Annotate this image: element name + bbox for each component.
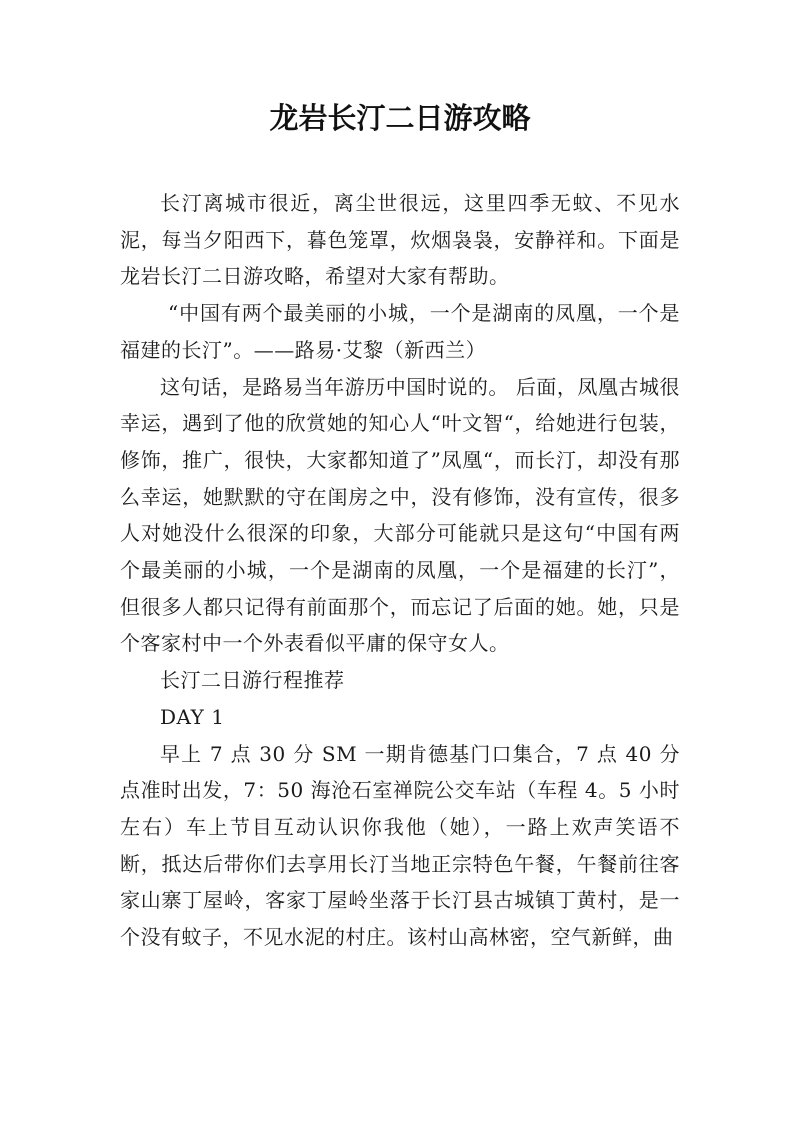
- day-one-heading: DAY 1: [160, 704, 225, 729]
- story-paragraph: 这句话，是路易当年游历中国时说的。 后面，凤凰古城很幸运，遇到了他的欣赏她的知心人“叶文智“，给她进行包装，修饰，推广，很快，大家都知道了”凤凰“，而长汀，却没有那么幸运，她默默的守在闺房之中，没有修饰，没有宣传，很多人对她没什么很深的印象，大部分可能就只是这句“中国有两个最美丽的小城，一个是湖南的凤凰，一个是福建的长汀”，但很多人都只记得有前面那个，而忘记了后面的她。她，只是个客家村中一个外表看似平庸的保守女人。: [120, 374, 680, 656]
- itinerary-heading: 长汀二日游行程推荐: [160, 668, 345, 693]
- quote-paragraph: “中国有两个最美丽的小城，一个是湖南的凤凰，一个是福建的长汀”。——路易·艾黎（新西兰）: [120, 301, 680, 362]
- document-body: [120, 185, 680, 956]
- intro-paragraph: 长汀离城市很近，离尘世很远，这里四季无蚊、不见水泥，每当夕阳西下，暮色笼罩，炊烟袅袅，安静祥和。下面是龙岩长汀二日游攻略，希望对大家有帮助。: [120, 191, 680, 289]
- document-title: 龙岩长汀二日游攻略: [269, 101, 531, 135]
- day-one-paragraph: 早上 7 点 30 分 SM 一期肯德基门口集合，7 点 40 分点准时出发，7：50 海沧石室禅院公交车站（车程 4。5 小时左右）车上节目互动认识你我他（她），一路上欢声笑语不断，抵达后带你们去享用长汀当地正宗特色午餐，午餐前往客家山寨丁屋岭，客家丁屋岭坐落于长汀县古城镇丁黄村，是一个没有蚊子，不见水泥的村庄。该村山高林密，空气新鲜，曲: [120, 741, 680, 950]
